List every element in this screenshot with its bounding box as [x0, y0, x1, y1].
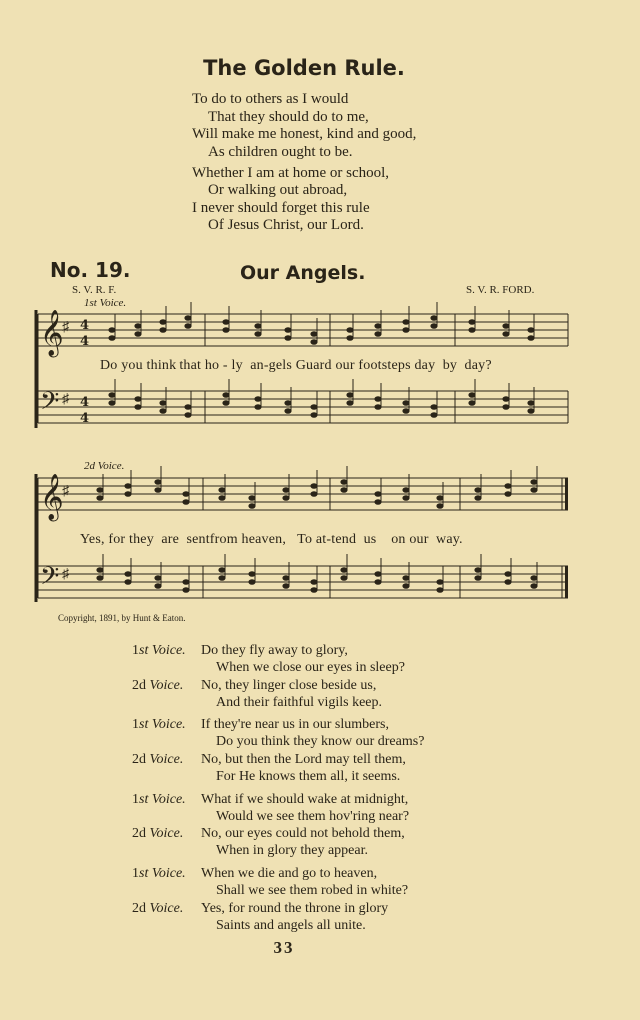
lyric-syllable: Do	[100, 358, 118, 373]
verse-line: Saints and angels all unite.	[216, 918, 366, 933]
lyric-syllable: by	[442, 358, 458, 373]
lyric-syllable: from	[209, 532, 238, 547]
bass-clef-icon: 𝄢	[40, 563, 60, 596]
verse-line: When we die and go to heaven,	[201, 866, 378, 881]
lyric-syllable: an-gels	[250, 358, 293, 373]
verse-voice-label: 1st Voice.	[132, 643, 186, 658]
bass-clef-icon: 𝄢	[40, 388, 60, 421]
lyric-syllable: at	[315, 532, 327, 547]
lyric-syllable: heaven,	[241, 532, 287, 547]
verse-line: When we close our eyes in sleep?	[216, 660, 405, 675]
bass-staff	[38, 566, 568, 598]
verse-line: If they're near us in our slumbers,	[201, 717, 389, 732]
verse-voice-label: 2d Voice.	[132, 678, 184, 693]
svg-text:4: 4	[80, 334, 90, 349]
poem-line: To do to others as I would	[192, 91, 349, 107]
lyric-syllable: ho	[204, 358, 220, 373]
verse-line: Do they fly away to glory,	[201, 643, 348, 658]
voice-label: 1st Voice.	[84, 297, 127, 309]
poem-line: As children ought to be.	[208, 144, 353, 160]
lyric-syllable: -	[222, 358, 228, 373]
poem-line: That they should do to me,	[208, 109, 369, 125]
verse-line: What if we should wake at midnight,	[201, 792, 409, 807]
lyric-syllable: that	[179, 358, 202, 373]
hymn-number: No. 19.	[50, 258, 131, 282]
music-credit: S. V. R. FORD.	[466, 284, 535, 296]
page-number: 33	[273, 938, 295, 957]
verse-line: Would we see them hov'ring near?	[216, 809, 410, 824]
lyric-syllable: Guard	[295, 358, 332, 373]
lyric-syllable: our	[409, 532, 429, 547]
hymn-title: Our Angels.	[240, 262, 366, 284]
verse-line: No, our eyes could not behold them,	[201, 826, 405, 841]
svg-text:4: 4	[80, 395, 90, 410]
verse-voice-label: 1st Voice.	[132, 866, 186, 881]
lyric-syllable: way.	[436, 532, 463, 547]
lyric-syllable: ly	[231, 358, 243, 373]
verse-voice-label: 1st Voice.	[132, 717, 186, 732]
verse-voice-label: 2d Voice.	[132, 901, 184, 916]
lyric-syllable: tend	[331, 532, 357, 547]
lyrics-line-2	[80, 532, 560, 548]
golden-rule-title: The Golden Rule.	[203, 56, 405, 80]
poem-line: Of Jesus Christ, our Lord.	[208, 217, 364, 233]
verse-line: For He knows them all, it seems.	[216, 769, 401, 784]
lyric-syllable: day?	[464, 358, 492, 373]
sharp-icon: ♯	[62, 484, 69, 499]
lyric-syllable: day	[414, 358, 436, 373]
verse-line: And their faithful vigils keep.	[216, 695, 383, 710]
poem-line: Will make me honest, kind and good,	[192, 126, 417, 142]
poem-line: Whether I am at home or school,	[192, 165, 390, 181]
sharp-icon: ♯	[62, 567, 69, 582]
lyric-syllable: our	[335, 358, 355, 373]
lyric-syllable: -	[326, 532, 332, 547]
lyric-syllable: for	[108, 532, 126, 547]
sharp-icon: ♯	[62, 392, 69, 407]
verse-line: Do you think they know our dreams?	[216, 734, 425, 749]
words-credit: S. V. R. F.	[72, 284, 117, 296]
lyric-syllable: To	[297, 532, 313, 547]
lyric-syllable: they	[129, 532, 154, 547]
lyric-syllable: on	[391, 532, 406, 547]
lyric-syllable: sent	[186, 532, 210, 547]
lyric-syllable: are	[161, 532, 180, 547]
svg-text:4: 4	[80, 318, 90, 333]
treble-clef-icon: 𝄞	[40, 474, 64, 519]
verse-line: Shall we see them robed in white?	[216, 883, 409, 898]
verse-voice-label: 1st Voice.	[132, 792, 186, 807]
lyric-syllable: Yes,	[80, 532, 105, 547]
verse-line: Yes, for round the throne in glory	[201, 901, 389, 916]
poem-line: Or walking out abroad,	[208, 182, 348, 198]
verse-line: No, but then the Lord may tell them,	[201, 752, 406, 767]
lyric-syllable: think	[146, 358, 177, 373]
voice-label: 2d Voice.	[84, 460, 125, 472]
verse-line: No, they linger close beside us,	[201, 678, 377, 693]
poem-line: I never should forget this rule	[192, 200, 370, 216]
verse-voice-label: 2d Voice.	[132, 826, 184, 841]
verse-voice-label: 2d Voice.	[132, 752, 184, 767]
copyright-notice: Copyright, 1891, by Hunt & Eaton.	[58, 613, 186, 623]
verse-line: When in glory they appear.	[216, 843, 369, 858]
lyric-syllable: footsteps	[358, 358, 411, 373]
svg-text:4: 4	[80, 411, 90, 426]
sharp-icon: ♯	[62, 320, 69, 335]
treble-staff	[38, 478, 568, 510]
treble-clef-icon: 𝄞	[40, 310, 64, 355]
lyric-syllable: you	[121, 358, 143, 373]
lyric-syllable: us	[363, 532, 377, 547]
